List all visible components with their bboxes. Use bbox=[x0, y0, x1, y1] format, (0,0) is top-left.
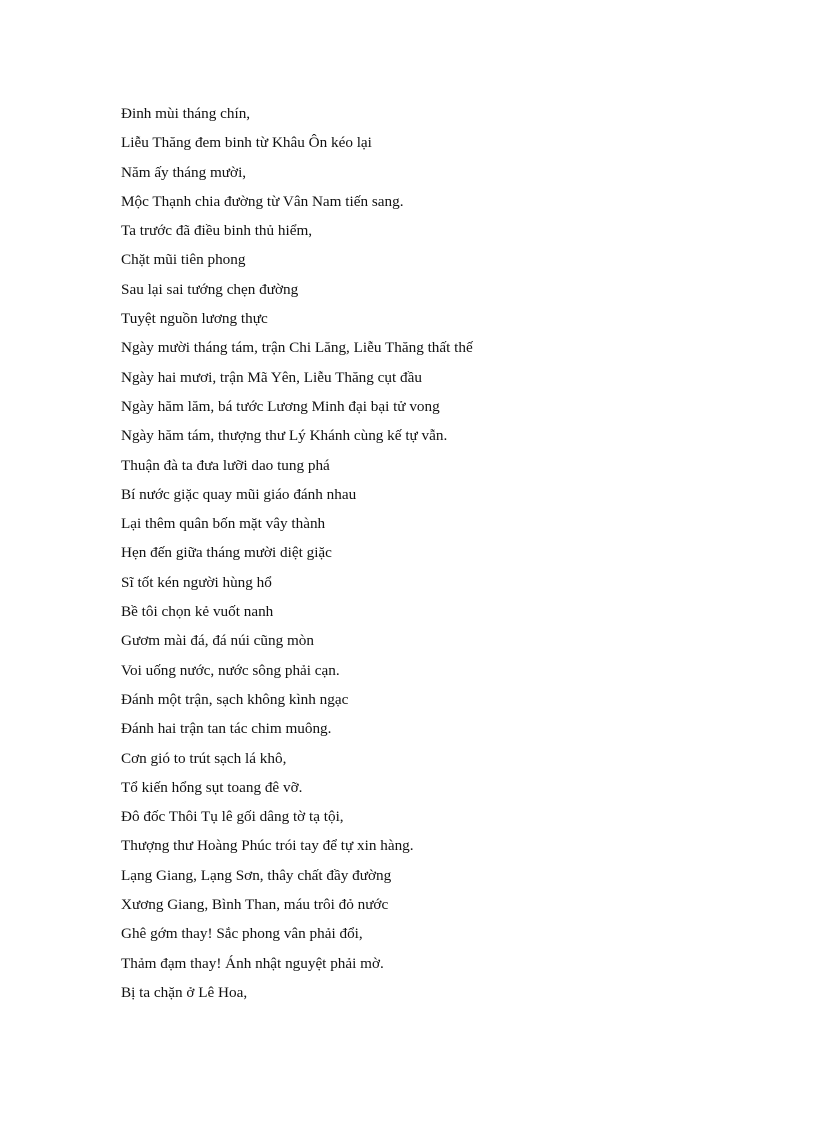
poem-line: Voi uống nước, nước sông phải cạn. bbox=[121, 661, 340, 679]
poem-line: Bề tôi chọn kẻ vuốt nanh bbox=[121, 603, 274, 621]
poem-line: Bị ta chặn ở Lê Hoa, bbox=[121, 983, 248, 1001]
poem-line: Đánh một trận, sạch không kình ngạc bbox=[121, 690, 349, 708]
poem-line: Thuận đà ta đưa lưỡi dao tung phá bbox=[121, 456, 330, 474]
poem-line: Sĩ tốt kén người hùng hổ bbox=[121, 573, 272, 591]
poem-text bbox=[121, 99, 721, 1007]
poem-line: Xương Giang, Bình Than, máu trôi đỏ nước bbox=[121, 896, 389, 914]
poem-line: Lạng Giang, Lạng Sơn, thây chất đầy đường bbox=[121, 866, 392, 884]
poem-line: Chặt mũi tiên phong bbox=[121, 251, 246, 269]
poem-line: Ngày hăm tám, thượng thư Lý Khánh cùng kế tự vẫn. bbox=[121, 427, 448, 445]
poem-line: Lại thêm quân bốn mặt vây thành bbox=[121, 515, 326, 533]
poem-line: Tổ kiến hổng sụt toang đê vỡ. bbox=[121, 778, 303, 796]
poem-line: Ngày hăm lăm, bá tước Lương Minh đại bại tử vong bbox=[121, 397, 440, 415]
poem-line: Bí nước giặc quay mũi giáo đánh nhau bbox=[121, 485, 357, 503]
poem-line: Ta trước đã điều binh thủ hiểm, bbox=[121, 222, 313, 240]
poem-line: Hẹn đến giữa tháng mười diệt giặc bbox=[121, 544, 332, 562]
poem-line: Ngày hai mươi, trận Mã Yên, Liễu Thăng cụt đầu bbox=[121, 368, 422, 386]
poem-line: Sau lại sai tướng chẹn đường bbox=[121, 280, 299, 298]
poem-line: Đinh mùi tháng chín, bbox=[121, 105, 251, 122]
poem-line: Mộc Thạnh chia đường từ Vân Nam tiến sang. bbox=[121, 192, 404, 210]
poem-line: Thượng thư Hoàng Phúc trói tay để tự xin hàng. bbox=[121, 837, 414, 855]
poem-line: Đô đốc Thôi Tụ lê gối dâng tờ tạ tội, bbox=[121, 808, 344, 826]
poem-line: Thảm đạm thay! Ánh nhật nguyệt phải mờ. bbox=[121, 954, 384, 972]
poem-line: Liễu Thăng đem binh từ Khâu Ôn kéo lại bbox=[121, 134, 372, 152]
poem-line: Năm ấy tháng mười, bbox=[121, 163, 247, 181]
poem-line: Đánh hai trận tan tác chim muông. bbox=[121, 720, 332, 738]
poem-line: Ghê gớm thay! Sắc phong vân phải đổi, bbox=[121, 925, 363, 943]
poem-line: Tuyệt nguồn lương thực bbox=[121, 310, 268, 328]
poem-line: Ngày mười tháng tám, trận Chi Lăng, Liễu Thăng thất thế bbox=[121, 339, 473, 357]
poem-line: Gươm mài đá, đá núi cũng mòn bbox=[121, 632, 314, 650]
poem-line: Cơn gió to trút sạch lá khô, bbox=[121, 749, 287, 767]
